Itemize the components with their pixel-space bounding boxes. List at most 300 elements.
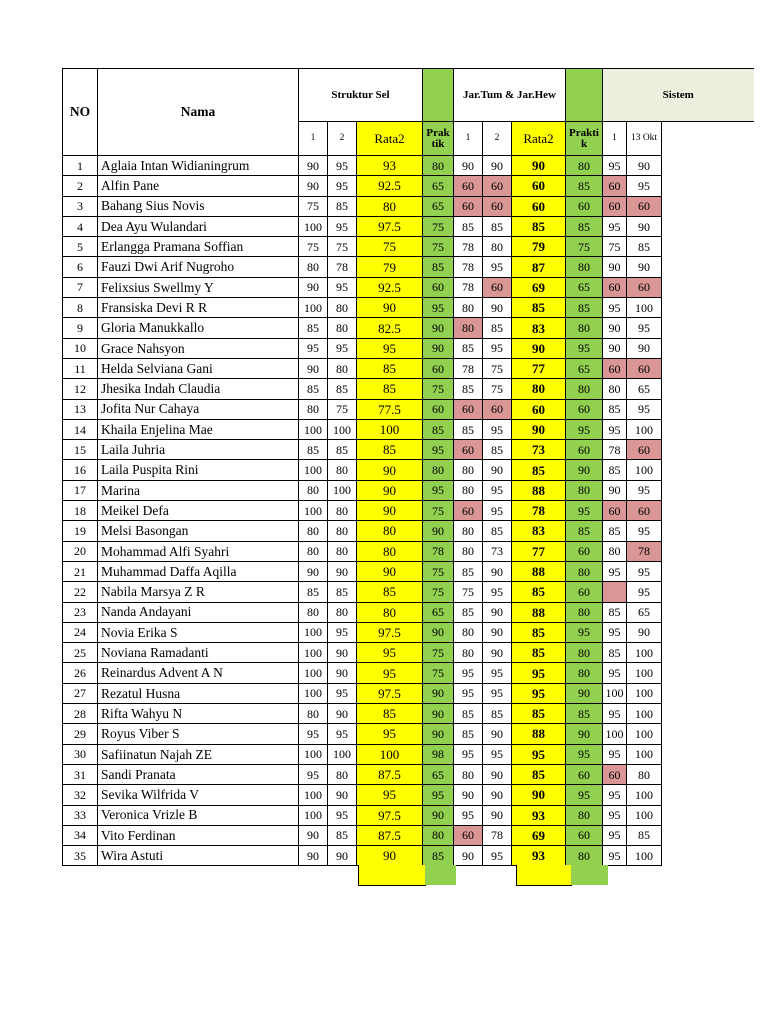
cell-no: 3: [63, 196, 98, 216]
cell-p1: 60: [423, 358, 454, 378]
table-row: [63, 419, 754, 439]
subheader-sistem-1: 1: [603, 122, 627, 156]
cell-p2: 85: [566, 216, 603, 236]
cell-jtr: 85: [512, 643, 566, 663]
cell-jtr: 90: [512, 785, 566, 805]
cell-ss2: 85: [328, 582, 357, 602]
cell-jt2: 75: [483, 358, 512, 378]
cell-jt2: 85: [483, 318, 512, 338]
cell-nama: Rifta Wahyu N: [98, 704, 299, 724]
table-row: [63, 846, 754, 866]
cell-p2: 80: [566, 257, 603, 277]
table-row: [63, 724, 754, 744]
cell-no: 30: [63, 744, 98, 764]
table-row: [63, 358, 754, 378]
table-row: [63, 521, 754, 541]
cell-p1: 90: [423, 338, 454, 358]
empty-cell: [662, 683, 754, 703]
cell-ss2: 95: [328, 156, 357, 176]
cell-nama: Muhammad Daffa Aqilla: [98, 561, 299, 581]
cell-jt2: 95: [483, 744, 512, 764]
subheader-ss-2: 2: [328, 122, 357, 156]
cell-jt2: 95: [483, 501, 512, 521]
cell-p1: 60: [423, 399, 454, 419]
table-row: [63, 460, 754, 480]
subheader-praktik-2: Prakti k: [566, 122, 603, 156]
table-row: [63, 318, 754, 338]
cell-nama: Bahang Sius Novis: [98, 196, 299, 216]
header-struktur-sel: Struktur Sel: [299, 69, 423, 122]
table-row: [63, 237, 754, 257]
cell-nama: Rezatul Husna: [98, 683, 299, 703]
cell-jtr: 85: [512, 764, 566, 784]
cell-p2: 80: [566, 663, 603, 683]
subheader-jt-1: 1: [454, 122, 483, 156]
cell-nama: Noviana Ramadanti: [98, 643, 299, 663]
cell-p2: 60: [566, 399, 603, 419]
cell-s1: 95: [603, 663, 627, 683]
empty-cell: [662, 298, 754, 318]
cell-p2: 60: [566, 582, 603, 602]
cell-p1: 90: [423, 704, 454, 724]
cell-ssr: 95: [357, 724, 423, 744]
cell-s1: 95: [603, 622, 627, 642]
cell-nama: Sandi Pranata: [98, 764, 299, 784]
header-sistem: Sistem: [603, 69, 754, 122]
cell-s2: 95: [627, 480, 662, 500]
cell-p2: 60: [566, 764, 603, 784]
empty-cell: [662, 602, 754, 622]
table-row: [63, 277, 754, 297]
cell-p1: 75: [423, 663, 454, 683]
cell-jt1: 85: [454, 338, 483, 358]
cell-p1: 95: [423, 480, 454, 500]
cell-ss2: 95: [328, 724, 357, 744]
cell-s2: 100: [627, 683, 662, 703]
cell-ss1: 80: [299, 602, 328, 622]
cell-no: 25: [63, 643, 98, 663]
cell-no: 10: [63, 338, 98, 358]
cell-s2: 95: [627, 582, 662, 602]
cell-jt2: 75: [483, 379, 512, 399]
cell-jt1: 80: [454, 521, 483, 541]
cell-p1: 90: [423, 318, 454, 338]
cell-ss2: 75: [328, 399, 357, 419]
cell-p2: 80: [566, 379, 603, 399]
cell-ss1: 85: [299, 379, 328, 399]
cell-s1: 95: [603, 216, 627, 236]
cell-jtr: 93: [512, 846, 566, 866]
cell-jtr: 95: [512, 744, 566, 764]
cell-nama: Aglaia Intan Widianingrum: [98, 156, 299, 176]
cell-ssr: 92.5: [357, 277, 423, 297]
cell-p2: 95: [566, 419, 603, 439]
cell-ss2: 90: [328, 785, 357, 805]
cell-ss1: 100: [299, 643, 328, 663]
cell-jt2: 95: [483, 663, 512, 683]
cell-s1: 95: [603, 298, 627, 318]
cell-s1: 60: [603, 277, 627, 297]
cell-p2: 80: [566, 846, 603, 866]
cell-s1: 95: [603, 825, 627, 845]
cell-p1: 90: [423, 622, 454, 642]
cell-jt2: 95: [483, 480, 512, 500]
cell-jt1: 80: [454, 318, 483, 338]
cell-ss2: 80: [328, 298, 357, 318]
cell-ss1: 100: [299, 460, 328, 480]
cell-ss1: 100: [299, 216, 328, 236]
cell-nama: Mohammad Alfi Syahri: [98, 541, 299, 561]
cell-ss2: 75: [328, 237, 357, 257]
empty-cell: [662, 785, 754, 805]
cell-ss1: 100: [299, 298, 328, 318]
cell-jt2: 73: [483, 541, 512, 561]
empty-cell: [662, 622, 754, 642]
cell-nama: Gloria Manukkallo: [98, 318, 299, 338]
cell-ss2: 95: [328, 683, 357, 703]
cell-jt1: 95: [454, 683, 483, 703]
cell-jt1: 85: [454, 419, 483, 439]
cell-ss1: 100: [299, 501, 328, 521]
cell-ss1: 100: [299, 622, 328, 642]
empty-cell: [662, 744, 754, 764]
cell-p2: 80: [566, 156, 603, 176]
cell-no: 11: [63, 358, 98, 378]
cell-jtr: 69: [512, 825, 566, 845]
subheader-praktik-1: Prak tik: [423, 122, 454, 156]
cell-ssr: 90: [357, 501, 423, 521]
cell-ssr: 90: [357, 480, 423, 500]
cell-s1: 95: [603, 785, 627, 805]
cell-jtr: 85: [512, 298, 566, 318]
cell-p2: 85: [566, 704, 603, 724]
table-row: [63, 379, 754, 399]
cell-p2: 80: [566, 561, 603, 581]
empty-cell: [662, 196, 754, 216]
cell-jt1: 80: [454, 298, 483, 318]
empty-cell: [662, 663, 754, 683]
cell-ss1: 80: [299, 704, 328, 724]
cell-s1: 90: [603, 257, 627, 277]
cell-p1: 90: [423, 521, 454, 541]
cell-p1: 85: [423, 257, 454, 277]
cell-p2: 85: [566, 298, 603, 318]
cell-s1: [603, 582, 627, 602]
cell-no: 35: [63, 846, 98, 866]
cell-ss2: 90: [328, 643, 357, 663]
cell-ss2: 95: [328, 622, 357, 642]
cell-ss1: 90: [299, 561, 328, 581]
cell-ss2: 90: [328, 561, 357, 581]
cell-s1: 90: [603, 338, 627, 358]
cell-no: 14: [63, 419, 98, 439]
cell-no: 33: [63, 805, 98, 825]
cell-ss1: 100: [299, 419, 328, 439]
cell-p1: 95: [423, 440, 454, 460]
cell-jtr: 60: [512, 399, 566, 419]
empty-cell: [662, 440, 754, 460]
cell-nama: Marina: [98, 480, 299, 500]
cell-no: 1: [63, 156, 98, 176]
cell-jt1: 85: [454, 379, 483, 399]
cell-s2: 100: [627, 460, 662, 480]
cell-s2: 78: [627, 541, 662, 561]
cell-p2: 85: [566, 521, 603, 541]
cell-ss2: 80: [328, 318, 357, 338]
empty-cell: [662, 643, 754, 663]
cell-jt1: 95: [454, 744, 483, 764]
cell-s2: 100: [627, 704, 662, 724]
empty-cell: [662, 277, 754, 297]
cell-s2: 60: [627, 196, 662, 216]
empty-cell: [662, 318, 754, 338]
cell-ssr: 75: [357, 237, 423, 257]
cell-p2: 60: [566, 825, 603, 845]
cell-ss1: 100: [299, 805, 328, 825]
cell-s2: 95: [627, 561, 662, 581]
cell-jt2: 90: [483, 764, 512, 784]
cell-ss1: 80: [299, 521, 328, 541]
cell-s1: 78: [603, 440, 627, 460]
cell-p1: 75: [423, 379, 454, 399]
cell-nama: Nabila Marsya Z R: [98, 582, 299, 602]
table-row: [63, 156, 754, 176]
cell-ss2: 95: [328, 277, 357, 297]
cell-p2: 90: [566, 724, 603, 744]
cell-no: 13: [63, 399, 98, 419]
table-row: [63, 704, 754, 724]
cell-p1: 80: [423, 156, 454, 176]
cell-no: 23: [63, 602, 98, 622]
header-jar-tum: Jar.Tum & Jar.Hew: [454, 69, 566, 122]
cell-nama: Royus Viber S: [98, 724, 299, 744]
cell-s2: 65: [627, 602, 662, 622]
cell-ss2: 85: [328, 196, 357, 216]
cell-p1: 75: [423, 216, 454, 236]
cell-jt1: 85: [454, 602, 483, 622]
cell-ss1: 80: [299, 480, 328, 500]
cell-jt2: 95: [483, 419, 512, 439]
cell-p2: 60: [566, 196, 603, 216]
cell-p2: 90: [566, 683, 603, 703]
cell-no: 22: [63, 582, 98, 602]
cell-ss1: 85: [299, 440, 328, 460]
cell-s2: 100: [627, 419, 662, 439]
cell-ssr: 77.5: [357, 399, 423, 419]
cell-p1: 90: [423, 724, 454, 744]
cell-ssr: 80: [357, 602, 423, 622]
table-row: [63, 582, 754, 602]
header-empty: [662, 122, 754, 156]
cell-s1: 80: [603, 541, 627, 561]
cell-s1: 100: [603, 724, 627, 744]
cell-nama: Sevika Wilfrida V: [98, 785, 299, 805]
cell-ss2: 95: [328, 805, 357, 825]
cell-ssr: 85: [357, 582, 423, 602]
cell-s2: 100: [627, 643, 662, 663]
cell-p2: 80: [566, 805, 603, 825]
cell-p2: 95: [566, 338, 603, 358]
cell-ssr: 80: [357, 196, 423, 216]
cell-s2: 80: [627, 764, 662, 784]
cell-no: 27: [63, 683, 98, 703]
cell-jtr: 69: [512, 277, 566, 297]
cell-ssr: 92.5: [357, 176, 423, 196]
cell-s1: 85: [603, 460, 627, 480]
cell-ss2: 90: [328, 846, 357, 866]
table-row: [63, 399, 754, 419]
praktik-tail-2: [571, 865, 608, 885]
cell-nama: Laila Puspita Rini: [98, 460, 299, 480]
cell-p1: 60: [423, 277, 454, 297]
cell-s2: 95: [627, 176, 662, 196]
empty-cell: [662, 561, 754, 581]
table-row: [63, 602, 754, 622]
cell-s1: 75: [603, 237, 627, 257]
cell-jt1: 60: [454, 440, 483, 460]
header-nama: Nama: [98, 69, 299, 156]
cell-ssr: 90: [357, 298, 423, 318]
cell-ss2: 100: [328, 480, 357, 500]
cell-jtr: 83: [512, 521, 566, 541]
cell-jt2: 95: [483, 683, 512, 703]
header-no: NO: [63, 69, 98, 156]
cell-ss1: 100: [299, 744, 328, 764]
cell-jtr: 60: [512, 176, 566, 196]
table-row: [63, 825, 754, 845]
empty-cell: [662, 825, 754, 845]
cell-s1: 95: [603, 805, 627, 825]
cell-ssr: 87.5: [357, 764, 423, 784]
cell-ssr: 97.5: [357, 805, 423, 825]
cell-jt2: 90: [483, 805, 512, 825]
cell-p2: 90: [566, 460, 603, 480]
cell-no: 21: [63, 561, 98, 581]
cell-ss2: 90: [328, 663, 357, 683]
cell-p1: 98: [423, 744, 454, 764]
cell-jtr: 93: [512, 805, 566, 825]
cell-s2: 95: [627, 318, 662, 338]
cell-no: 29: [63, 724, 98, 744]
cell-ss1: 90: [299, 846, 328, 866]
cell-ssr: 95: [357, 338, 423, 358]
cell-p2: 95: [566, 744, 603, 764]
cell-jt1: 85: [454, 724, 483, 744]
cell-jt2: 85: [483, 704, 512, 724]
cell-no: 4: [63, 216, 98, 236]
cell-s2: 90: [627, 338, 662, 358]
cell-ss1: 95: [299, 338, 328, 358]
subheader-ss-1: 1: [299, 122, 328, 156]
empty-cell: [662, 805, 754, 825]
cell-s2: 60: [627, 277, 662, 297]
cell-s1: 60: [603, 196, 627, 216]
cell-ss2: 90: [328, 704, 357, 724]
cell-s2: 100: [627, 785, 662, 805]
cell-p2: 80: [566, 643, 603, 663]
cell-ss1: 75: [299, 196, 328, 216]
cell-ssr: 95: [357, 785, 423, 805]
table-row: [63, 744, 754, 764]
cell-jtr: 80: [512, 379, 566, 399]
cell-ss1: 75: [299, 237, 328, 257]
cell-ssr: 100: [357, 419, 423, 439]
cell-jtr: 90: [512, 338, 566, 358]
cell-p1: 65: [423, 602, 454, 622]
cell-s2: 100: [627, 846, 662, 866]
cell-p1: 85: [423, 419, 454, 439]
cell-no: 19: [63, 521, 98, 541]
cell-p1: 75: [423, 582, 454, 602]
cell-no: 7: [63, 277, 98, 297]
cell-p1: 85: [423, 846, 454, 866]
cell-p1: 95: [423, 298, 454, 318]
cell-jt1: 85: [454, 704, 483, 724]
cell-jt2: 90: [483, 561, 512, 581]
cell-s2: 60: [627, 440, 662, 460]
cell-no: 20: [63, 541, 98, 561]
cell-jt1: 78: [454, 257, 483, 277]
cell-p2: 95: [566, 785, 603, 805]
cell-jtr: 73: [512, 440, 566, 460]
empty-cell: [662, 419, 754, 439]
cell-jt2: 85: [483, 440, 512, 460]
cell-jt1: 85: [454, 216, 483, 236]
empty-cell: [662, 480, 754, 500]
cell-p2: 60: [566, 440, 603, 460]
cell-p1: 90: [423, 805, 454, 825]
cell-jt2: 60: [483, 176, 512, 196]
cell-ss1: 80: [299, 399, 328, 419]
cell-nama: Fransiska Devi R R: [98, 298, 299, 318]
cell-ss1: 90: [299, 358, 328, 378]
cell-no: 17: [63, 480, 98, 500]
empty-cell: [662, 358, 754, 378]
empty-cell: [662, 216, 754, 236]
cell-s1: 95: [603, 156, 627, 176]
cell-jt2: 60: [483, 277, 512, 297]
table-row: [63, 785, 754, 805]
cell-ss1: 85: [299, 582, 328, 602]
cell-jt2: 90: [483, 602, 512, 622]
cell-s1: 80: [603, 379, 627, 399]
cell-s2: 100: [627, 744, 662, 764]
cell-jt1: 80: [454, 643, 483, 663]
cell-jt1: 80: [454, 460, 483, 480]
cell-p2: 85: [566, 176, 603, 196]
cell-s1: 95: [603, 419, 627, 439]
empty-cell: [662, 724, 754, 744]
cell-jt2: 95: [483, 338, 512, 358]
cell-ss1: 80: [299, 257, 328, 277]
cell-jt2: 90: [483, 724, 512, 744]
empty-cell: [662, 460, 754, 480]
cell-no: 5: [63, 237, 98, 257]
cell-nama: Meikel Defa: [98, 501, 299, 521]
cell-no: 15: [63, 440, 98, 460]
cell-nama: Alfin Pane: [98, 176, 299, 196]
cell-no: 32: [63, 785, 98, 805]
cell-s1: 95: [603, 744, 627, 764]
cell-jt2: 85: [483, 216, 512, 236]
cell-s2: 60: [627, 501, 662, 521]
cell-ss2: 85: [328, 379, 357, 399]
cell-ssr: 95: [357, 643, 423, 663]
cell-jt1: 80: [454, 622, 483, 642]
table-row: [63, 196, 754, 216]
cell-jt2: 90: [483, 298, 512, 318]
cell-s1: 85: [603, 602, 627, 622]
